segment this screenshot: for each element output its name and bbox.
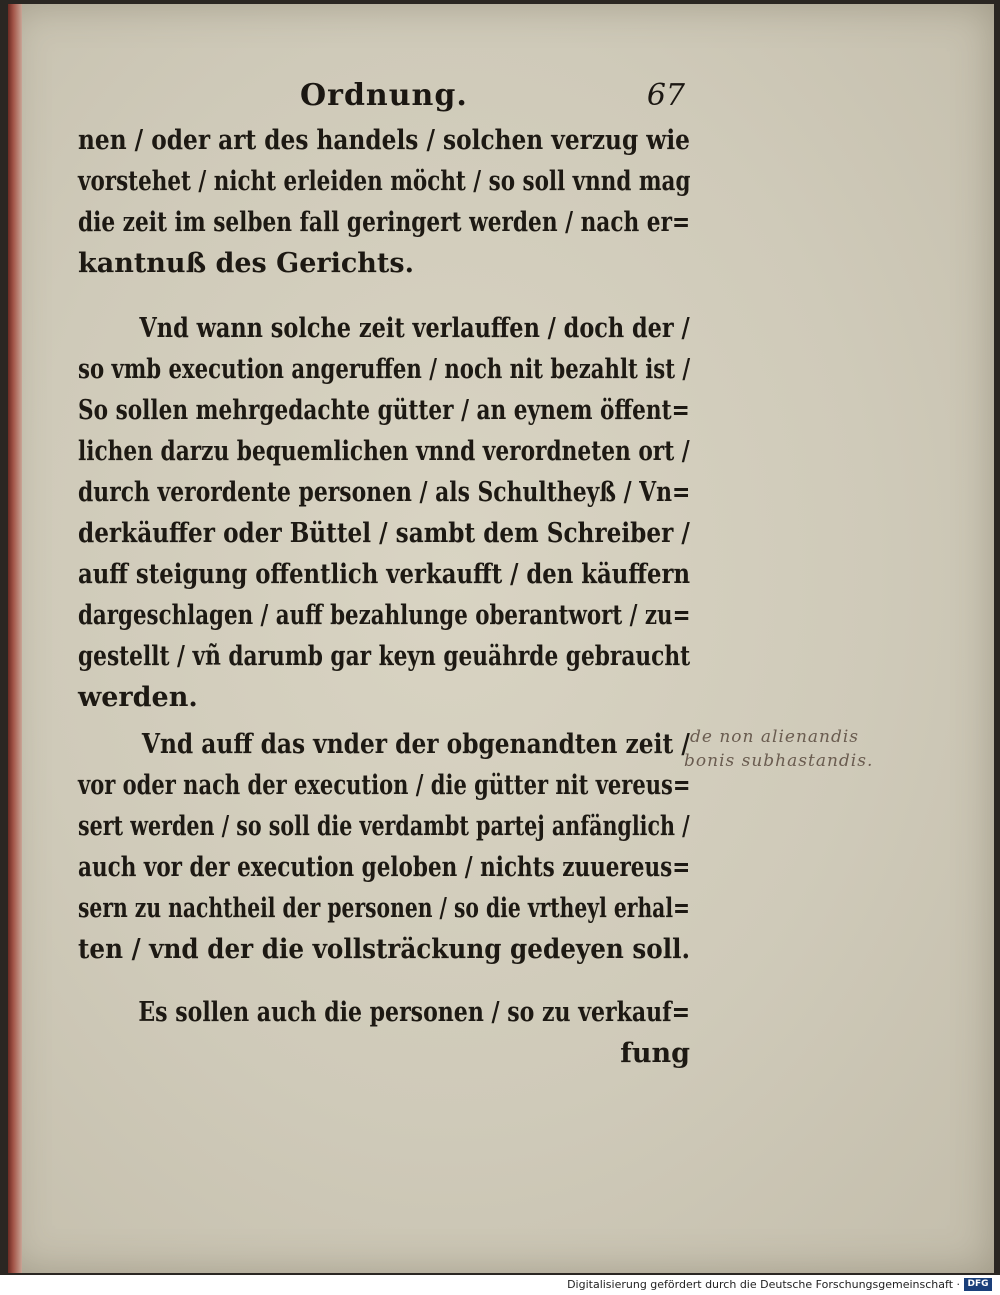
- marginal-note-line: bonis subhastandis.: [684, 751, 874, 771]
- text-line: nen / oder art des handels / solchen verzug wie: [78, 125, 690, 156]
- paragraph-2: [78, 308, 690, 718]
- text-line: auch vor der execution geloben / nichts zuuereus=: [78, 852, 691, 883]
- text-line: Vnd auff das vnder der obgenandten zeit /: [141, 729, 690, 760]
- running-head: Ordnung.: [300, 78, 468, 113]
- page-number: 67: [646, 78, 685, 113]
- text-line: auff steigung offentlich verkaufft / den käuffern: [78, 559, 691, 590]
- text-line: dargeschlagen / auff bezahlunge oberantwort / zu=: [78, 600, 691, 631]
- book-spine-edge: [8, 4, 22, 1273]
- text-line: werden.: [78, 682, 198, 713]
- paragraph-1: [78, 120, 690, 284]
- catchword: fung: [620, 1038, 690, 1069]
- text-line: So sollen mehrgedachte gütter / an eynem öffent=: [78, 395, 690, 426]
- funding-credit: Digitalisierung gefördert durch die Deutsche Forschungsgemeinschaft ·: [567, 1278, 960, 1291]
- footer-bar: [0, 1276, 1000, 1295]
- text-line: sern zu nachtheil der personen / so die vrtheyl erhal=: [78, 893, 691, 924]
- paragraph-3: [78, 724, 690, 970]
- text-line: ten / vnd der die vollsträckung gedeyen soll.: [78, 934, 691, 965]
- page-header: [300, 78, 685, 122]
- marginal-note-line: de non alienandis: [690, 727, 860, 747]
- paragraph-4: [78, 992, 690, 1074]
- text-line: durch verordente personen / als Schultheyß / Vn=: [78, 477, 691, 508]
- text-line: lichen darzu bequemlichen vnnd verordneten ort /: [78, 436, 690, 467]
- text-line: vor oder nach der execution / die gütter nit vereus=: [78, 770, 691, 801]
- text-line: gestellt / vñ darumb gar keyn geuährde gebraucht: [78, 641, 691, 672]
- text-line: kantnuß des Gerichts.: [78, 248, 414, 279]
- text-line: Vnd wann solche zeit verlauffen / doch der /: [139, 313, 690, 344]
- text-line: so vmb execution angeruffen / noch nit bezahlt ist /: [78, 354, 691, 385]
- text-line: die zeit im selben fall geringert werden / nach er=: [78, 207, 691, 238]
- text-line: Es sollen auch die personen / so zu verkauf=: [138, 997, 691, 1028]
- text-line: derkäuffer oder Büttel / sambt dem Schreiber /: [78, 518, 690, 549]
- text-line: sert werden / so soll die verdambt partej anfänglich /: [78, 811, 690, 842]
- text-line: vorstehet / nicht erleiden möcht / so soll vnnd mag: [78, 166, 691, 197]
- dfg-logo: DFG: [964, 1278, 992, 1291]
- handwritten-marginal-note: [684, 725, 940, 773]
